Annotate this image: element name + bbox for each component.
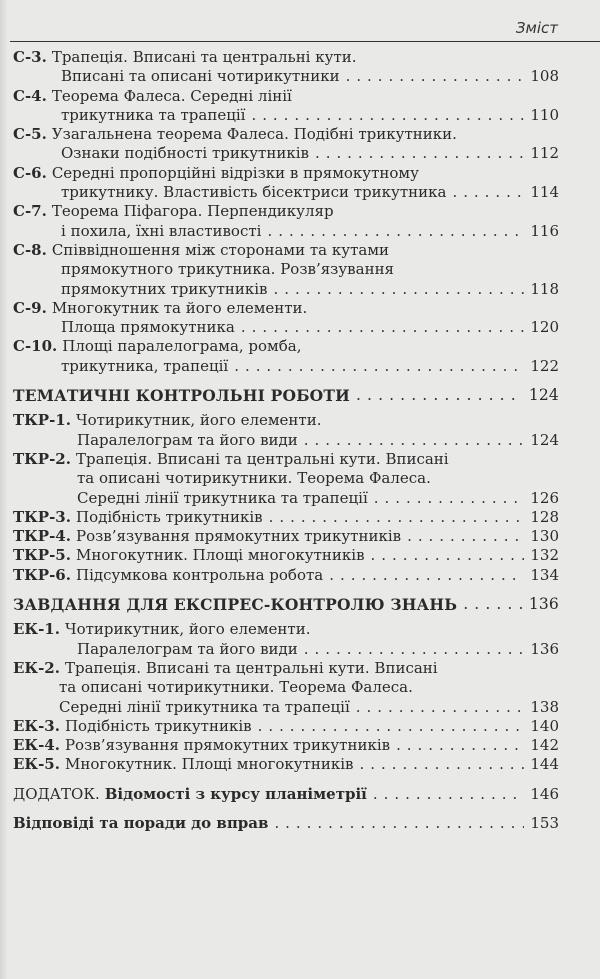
entry-title-line: та описані чотирикутники. Теорема Фалеса.	[59, 678, 413, 697]
toc-entry-c4[interactable]	[13, 87, 559, 126]
entry-code: С-4.	[13, 86, 47, 105]
page-number: 122	[530, 356, 559, 375]
dot-leader	[407, 527, 524, 546]
page-number: 120	[530, 318, 559, 337]
entry-code: С-10.	[13, 337, 58, 356]
toc-entry-tkr3[interactable]	[13, 508, 559, 527]
entry-title-line: Трапеція. Вписані та центральні кути. Вписані	[64, 658, 438, 677]
page-number: 124	[530, 430, 559, 449]
page-number: 114	[530, 183, 559, 202]
section-title: ЗАВДАННЯ ДЛЯ ЕКСПРЕС-КОНТРОЛЮ ЗНАНЬ	[13, 595, 458, 615]
page-number: 112	[530, 144, 559, 163]
entry-title-line: та описані чотирикутники. Теорема Фалеса.	[77, 469, 431, 488]
section-heading-ek[interactable]	[13, 595, 559, 614]
entry-title-line: Теорема Піфагора. Перпендикуляр	[51, 202, 334, 221]
dot-leader	[396, 736, 524, 755]
page-number: 136	[528, 595, 559, 614]
dot-leader	[371, 546, 525, 565]
page-number: 142	[530, 736, 559, 755]
entry-title-line: Чотирикутник, його елементи.	[64, 620, 311, 639]
entry-title-line: Узагальнена теорема Фалеса. Подібні трикутники.	[51, 125, 457, 144]
page-number: 136	[530, 639, 559, 658]
dot-leader	[452, 183, 524, 202]
entry-code: С-8.	[13, 240, 47, 259]
entry-title-line: Многокутник. Площі многокутників	[75, 546, 365, 565]
page-number: 138	[530, 697, 559, 716]
dot-leader	[274, 814, 524, 833]
page-number: 146	[530, 784, 559, 803]
entry-title-line: прямокутного трикутника. Розв’язування	[61, 260, 395, 279]
entry-title-line: Площі паралелограма, ромба,	[62, 337, 302, 356]
dot-leader	[356, 698, 525, 717]
dot-leader	[373, 785, 524, 804]
toc-entry-tkr6[interactable]	[13, 566, 559, 585]
toc-entry-tkr1[interactable]	[13, 411, 559, 450]
entry-code: ЕК-3.	[13, 716, 60, 735]
page-number: 126	[530, 488, 559, 507]
toc-entry-ek5[interactable]	[13, 755, 559, 774]
dot-leader	[463, 595, 523, 614]
entry-title-line: Чотирикутник, його елементи.	[75, 411, 322, 430]
dot-leader	[374, 489, 525, 508]
entry-title-line: Паралелограм та його види	[77, 430, 298, 449]
page-number: 116	[530, 221, 559, 240]
toc-entry-c5[interactable]	[13, 125, 559, 164]
page-number: 128	[530, 507, 559, 526]
entry-title-line: прямокутних трикутників	[61, 279, 268, 298]
toc-entry-ek4[interactable]	[13, 736, 559, 755]
toc-entry-c6[interactable]	[13, 164, 559, 203]
page-number: 108	[530, 67, 559, 86]
dot-leader	[304, 640, 525, 659]
entry-code: С-9.	[13, 298, 47, 317]
appendix-label: ДОДАТОК.	[13, 784, 100, 803]
entry-title-line: Теорема Фалеса. Середні лінії	[51, 86, 292, 105]
entry-code: ЕК-5.	[13, 755, 60, 774]
entry-title-line: Ознаки подібності трикутників	[61, 144, 309, 163]
toc-entry-c10[interactable]	[13, 337, 559, 376]
entry-title-line: трикутнику. Властивість бісектриси трикутника	[61, 183, 447, 202]
dot-leader	[269, 508, 525, 527]
entry-title-line: Середні лінії трикутника та трапеції	[59, 697, 350, 716]
toc-entry-appendix[interactable]	[13, 785, 559, 804]
toc-entry-ek2[interactable]	[13, 659, 559, 717]
page-number: 124	[528, 386, 559, 405]
entry-code: ЕК-1.	[13, 620, 60, 639]
entry-title-line: і похила, їхні властивості	[61, 221, 262, 240]
toc-entry-tkr4[interactable]	[13, 527, 559, 546]
answers-title: Відповіді та поради до вправ	[13, 813, 269, 832]
entry-title-line: трикутника, трапеції	[61, 356, 229, 375]
dot-leader	[304, 431, 525, 450]
dot-leader	[241, 318, 524, 337]
entry-code: С-6.	[13, 163, 47, 182]
entry-code: ТКР-4.	[13, 527, 71, 546]
entry-title-line: Многокутник та його елементи.	[51, 298, 308, 317]
entry-code: С-3.	[13, 48, 47, 66]
header-title: Зміст	[515, 19, 558, 37]
table-of-contents	[13, 48, 559, 833]
dot-leader	[356, 386, 523, 405]
dot-leader	[360, 755, 525, 774]
entry-title-line: Співвідношення між сторонами та кутами	[51, 240, 389, 259]
entry-title-line: Паралелограм та його види	[77, 639, 298, 658]
section-heading-tkr[interactable]	[13, 386, 559, 405]
page-number: 153	[530, 813, 559, 832]
appendix-title: Відомості з курсу планіметрії	[104, 784, 367, 803]
toc-entry-c7[interactable]	[13, 202, 559, 241]
dot-leader	[258, 717, 525, 736]
toc-entry-answers[interactable]	[13, 814, 559, 833]
entry-code: ТКР-6.	[13, 565, 71, 584]
entry-title-line: Трапеція. Вписані та центральні кути. Вписані	[75, 449, 449, 468]
entry-title-line: Вписані та описані чотирикутники	[61, 67, 340, 86]
entry-code: ТКР-2.	[13, 449, 71, 468]
entry-title-line: трикутника та трапеції	[61, 105, 246, 124]
entry-title-line: Розв’язування прямокутних трикутників	[75, 527, 402, 546]
entry-title-line: Подібність трикутників	[75, 507, 263, 526]
entry-title-line: Подібність трикутників	[64, 716, 252, 735]
section-title: ТЕМАТИЧНІ КОНТРОЛЬНІ РОБОТИ	[13, 386, 350, 406]
dot-leader	[329, 566, 524, 585]
toc-entry-tkr5[interactable]	[13, 546, 559, 565]
entry-title-line: Підсумкова контрольна робота	[75, 565, 324, 584]
entry-title-line: Розв’язування прямокутних трикутників	[64, 736, 391, 755]
page-number: 118	[530, 279, 559, 298]
dot-leader	[251, 106, 524, 125]
page-number: 132	[530, 546, 559, 565]
running-header	[10, 0, 600, 42]
toc-entry-c3[interactable]	[13, 48, 559, 87]
page-edge-shadow	[0, 0, 8, 979]
entry-code: С-7.	[13, 202, 47, 221]
page-number: 140	[530, 716, 559, 735]
entry-code: ТКР-1.	[13, 411, 71, 430]
entry-code: ЕК-4.	[13, 736, 60, 755]
entry-title-line: Трапеція. Вписані та центральні кути.	[51, 48, 357, 66]
entry-title-line: Середні лінії трикутника та трапеції	[77, 488, 368, 507]
toc-entry-ek3[interactable]	[13, 717, 559, 736]
entry-code: С-5.	[13, 125, 47, 144]
entry-title-line: Середні пропорційні відрізки в прямокутному	[51, 163, 419, 182]
page-number: 134	[530, 565, 559, 584]
page-number: 110	[530, 105, 559, 124]
toc-entry-ek1[interactable]	[13, 620, 559, 659]
page-number: 130	[530, 527, 559, 546]
entry-code: ТКР-5.	[13, 546, 71, 565]
entry-code: ТКР-3.	[13, 507, 71, 526]
toc-entry-tkr2[interactable]	[13, 450, 559, 508]
toc-entry-c8[interactable]	[13, 241, 559, 299]
page-number: 144	[530, 755, 559, 774]
toc-entry-c9[interactable]	[13, 299, 559, 338]
dot-leader	[274, 280, 525, 299]
dot-leader	[315, 144, 524, 163]
entry-title-line: Многокутник. Площі многокутників	[64, 755, 354, 774]
dot-leader	[234, 357, 524, 376]
entry-code: ЕК-2.	[13, 658, 60, 677]
dot-leader	[346, 67, 525, 86]
entry-title-line: Площа прямокутника	[61, 318, 235, 337]
dot-leader	[267, 222, 524, 241]
